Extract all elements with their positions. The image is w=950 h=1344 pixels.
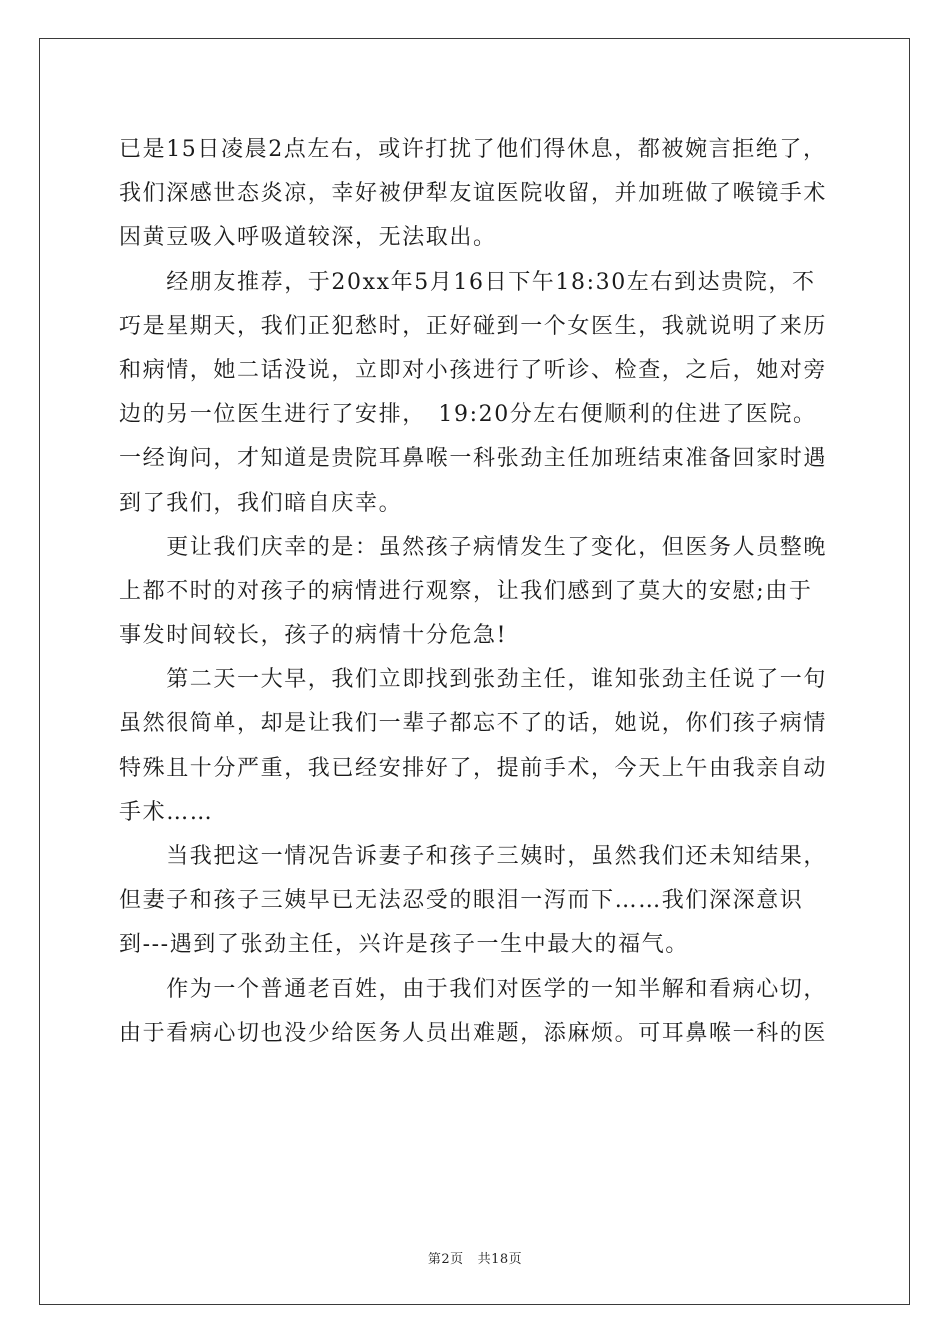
text-line: 经朋友推荐，于20xx年5月16日下午18:30左右到达贵院，不	[119, 269, 816, 295]
text-line: 当我把这一情况告诉妻子和孩子三姨时，虽然我们还未知结果，	[119, 844, 828, 869]
text-line: 巧是星期天，我们正犯愁时，正好碰到一个女医生，我就说明了来历	[119, 313, 828, 339]
text-line: 上都不时的对孩子的病情进行观察，让我们感到了莫大的安慰;由于	[119, 578, 813, 604]
page-number: 第2页	[427, 1252, 464, 1267]
text-line: 特殊且十分严重，我已经安排好了，提前手术，今天上午由我亲自动	[119, 755, 828, 781]
document-body	[119, 128, 839, 1056]
text-line: 和病情，她二话没说，立即对小孩进行了听诊、检查，之后，她对旁	[119, 357, 828, 383]
page-footer	[0, 1248, 950, 1267]
text-line: 虽然很简单，却是让我们一辈子都忘不了的话，她说，你们孩子病情	[119, 711, 828, 737]
text-line: 作为一个普通老百姓，由于我们对医学的一知半解和看病心切，	[119, 976, 828, 1002]
text-line: 到---遇到了张劲主任，兴许是孩子一生中最大的福气。	[119, 932, 689, 958]
text-line: 因黄豆吸入呼吸道较深，无法取出。	[119, 225, 497, 251]
text-line: 更让我们庆幸的是：虽然孩子病情发生了变化，但医务人员整晚	[119, 534, 828, 560]
text-line: 事发时间较长，孩子的病情十分危急!	[119, 623, 508, 649]
text-line: 我们深感世态炎凉，幸好被伊犁友谊医院收留，并加班做了喉镜手术	[119, 181, 828, 207]
text-line: 已是15日凌晨2点左右，或许打扰了他们得休息，都被婉言拒绝了，	[119, 137, 827, 162]
text-line: 到了我们，我们暗自庆幸。	[119, 490, 403, 516]
text-line: 但妻子和孩子三姨早已无法忍受的眼泪一泻而下……我们深深意识	[119, 888, 804, 914]
text-line: 边的另一位医生进行了安排， 19:20分左右便顺利的住进了医院。	[119, 402, 817, 428]
text-line: 第二天一大早，我们立即找到张劲主任，谁知张劲主任说了一句	[119, 667, 828, 693]
text-line: 手术……	[119, 799, 214, 825]
text-line: 一经询问，才知道是贵院耳鼻喉一科张劲主任加班结束准备回家时遇	[119, 446, 828, 472]
page-total: 共18页	[477, 1252, 523, 1267]
text-line: 由于看病心切也没少给医务人员出难题，添麻烦。可耳鼻喉一科的医	[119, 1020, 828, 1046]
